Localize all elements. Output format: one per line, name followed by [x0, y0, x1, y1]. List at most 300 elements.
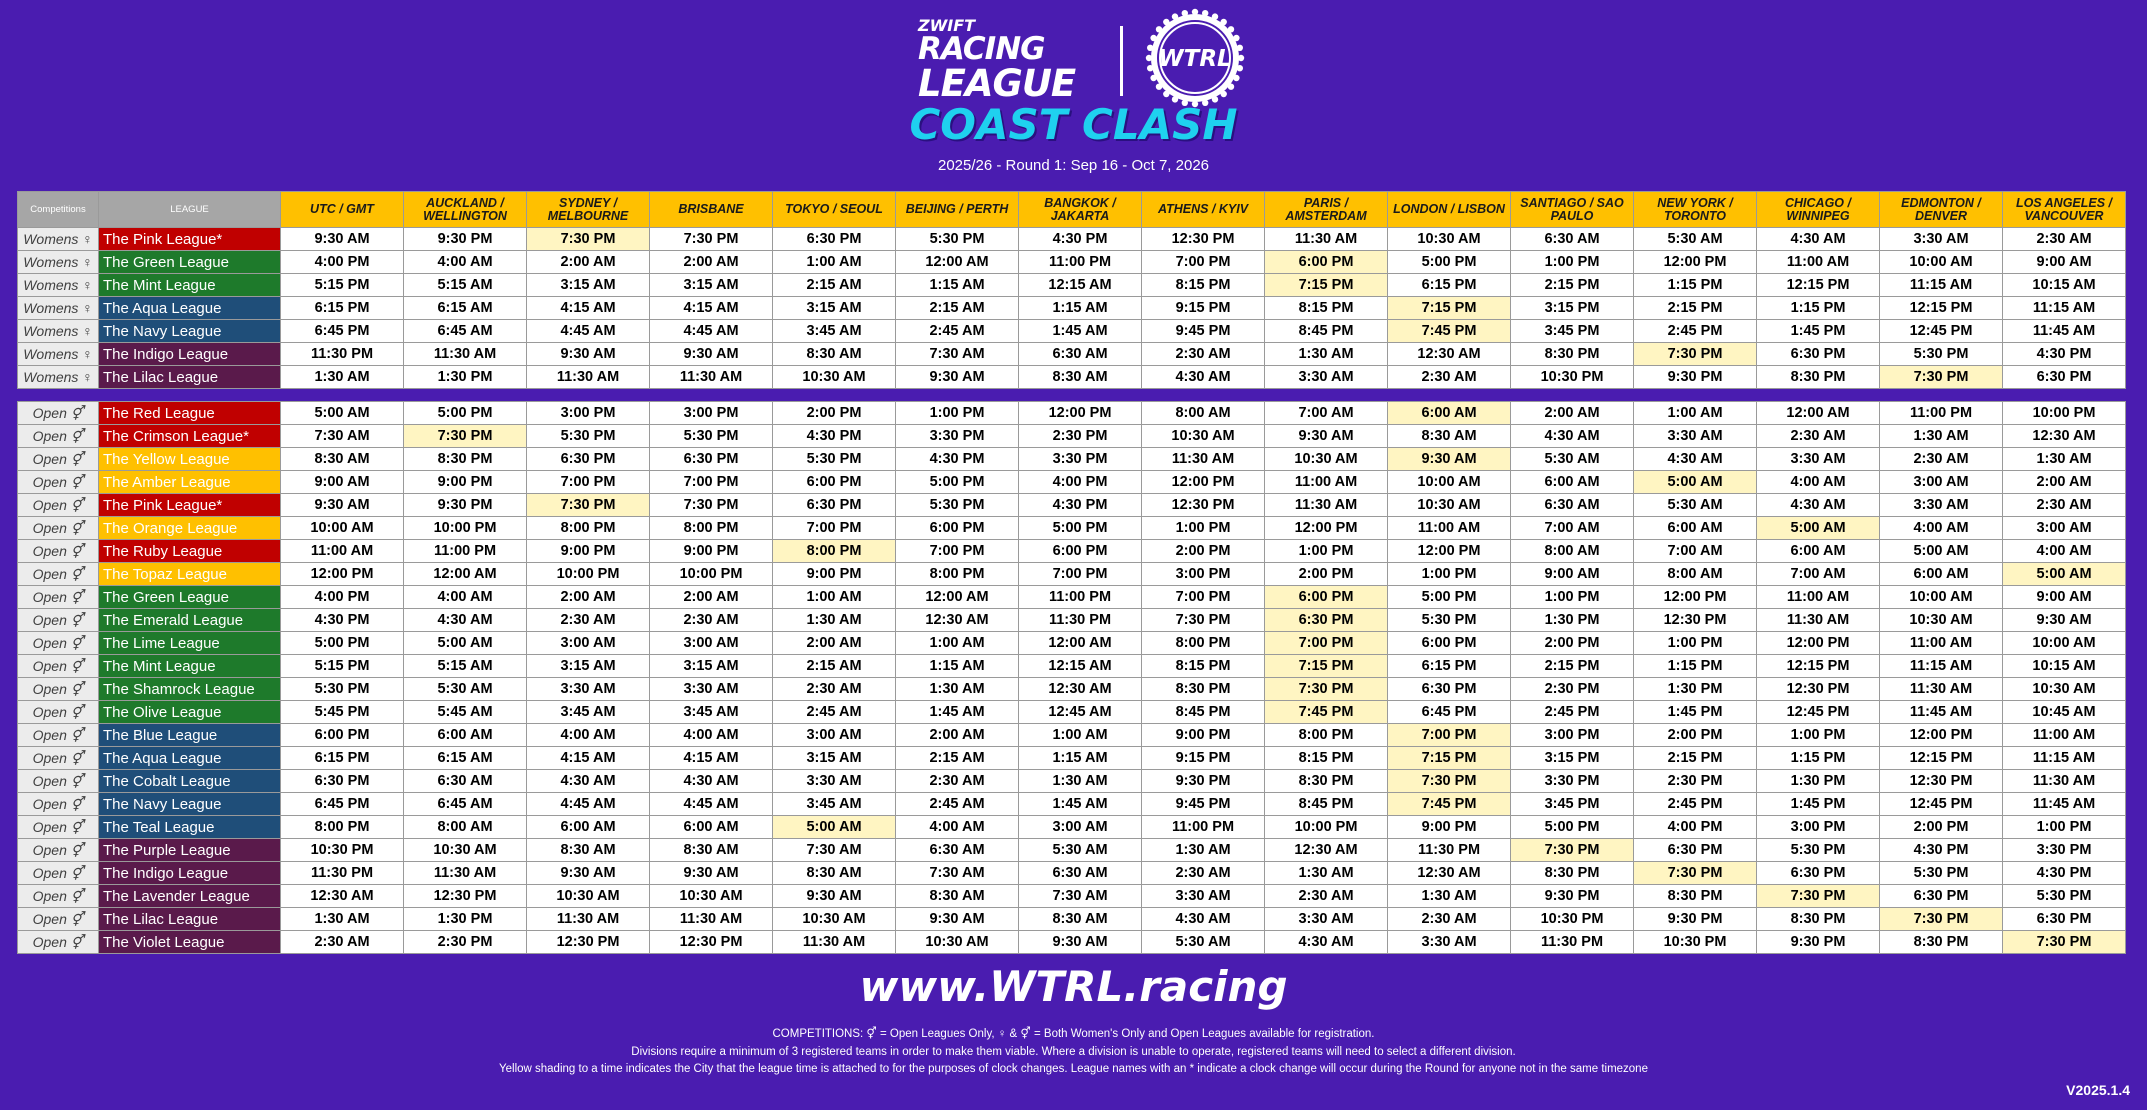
- time-cell: 3:15 AM: [773, 297, 896, 320]
- time-cell: 6:00 PM: [281, 724, 404, 747]
- header-city: NEW YORK / TORONTO: [1634, 192, 1757, 228]
- header-city: CHICAGO / WINNIPEG: [1757, 192, 1880, 228]
- time-cell: 9:30 AM: [2003, 609, 2126, 632]
- time-cell: 6:45 PM: [1388, 701, 1511, 724]
- header-city: LOS ANGELES / VANCOUVER: [2003, 192, 2126, 228]
- time-cell: 6:00 AM: [1634, 517, 1757, 540]
- header-city: BEIJING / PERTH: [896, 192, 1019, 228]
- header-league: LEAGUE: [99, 192, 281, 228]
- time-cell: 8:00 AM: [1634, 563, 1757, 586]
- time-cell: 1:15 AM: [896, 655, 1019, 678]
- time-cell: 6:15 PM: [281, 747, 404, 770]
- league-name-cell: The Navy League: [99, 793, 281, 816]
- time-cell: 10:30 AM: [527, 885, 650, 908]
- time-cell: 5:45 PM: [281, 701, 404, 724]
- header-city: BRISBANE: [650, 192, 773, 228]
- time-cell: 6:30 PM: [527, 448, 650, 471]
- time-cell: 4:15 AM: [650, 747, 773, 770]
- time-cell: 4:00 AM: [404, 586, 527, 609]
- time-cell: 8:30 AM: [1019, 908, 1142, 931]
- time-cell: 4:30 AM: [1142, 366, 1265, 389]
- league-name-cell: The Lilac League: [99, 366, 281, 389]
- time-cell: 7:45 PM: [1388, 320, 1511, 343]
- competition-cell: Open ⚥: [18, 471, 99, 494]
- time-cell: 3:45 AM: [650, 701, 773, 724]
- schedule-table-womens: [17, 191, 2126, 389]
- time-cell: 4:30 AM: [1511, 425, 1634, 448]
- time-cell: 3:30 AM: [1757, 448, 1880, 471]
- league-name-cell: The Mint League: [99, 655, 281, 678]
- time-cell: 3:30 AM: [1142, 885, 1265, 908]
- time-cell: 3:15 PM: [1511, 297, 1634, 320]
- competition-cell: Open ⚥: [18, 425, 99, 448]
- time-cell: 5:30 PM: [1880, 862, 2003, 885]
- time-cell: 6:30 AM: [896, 839, 1019, 862]
- logo-divider: [1120, 26, 1123, 96]
- time-cell: 8:45 PM: [1265, 320, 1388, 343]
- time-cell: 6:15 PM: [1388, 274, 1511, 297]
- time-cell: 10:30 AM: [1388, 494, 1511, 517]
- time-cell: 2:00 AM: [1511, 402, 1634, 425]
- league-name-cell: The Crimson League*: [99, 425, 281, 448]
- time-cell: 1:00 PM: [2003, 816, 2126, 839]
- competition-cell: Open ⚥: [18, 678, 99, 701]
- time-cell: 9:30 AM: [1265, 425, 1388, 448]
- time-cell: 7:30 PM: [1634, 343, 1757, 366]
- time-cell: 4:00 AM: [650, 724, 773, 747]
- time-cell: 7:00 PM: [773, 517, 896, 540]
- time-cell: 12:00 PM: [1880, 724, 2003, 747]
- time-cell: 8:30 AM: [773, 343, 896, 366]
- time-cell: 7:00 AM: [1634, 540, 1757, 563]
- time-cell: 6:00 AM: [1511, 471, 1634, 494]
- time-cell: 11:30 AM: [1142, 448, 1265, 471]
- time-cell: 10:30 AM: [1388, 228, 1511, 251]
- competition-cell: Open ⚥: [18, 632, 99, 655]
- time-cell: 2:00 PM: [1265, 563, 1388, 586]
- version-label: V2025.1.4: [2066, 1082, 2130, 1098]
- time-cell: 2:30 AM: [650, 609, 773, 632]
- time-cell: 4:00 AM: [2003, 540, 2126, 563]
- time-cell: 4:30 PM: [1019, 494, 1142, 517]
- time-cell: 1:45 PM: [1634, 701, 1757, 724]
- time-cell: 7:00 AM: [1265, 402, 1388, 425]
- time-cell: 8:45 PM: [1142, 701, 1265, 724]
- table-row: [18, 471, 2126, 494]
- time-cell: 5:00 AM: [1634, 471, 1757, 494]
- website-url[interactable]: www.WTRL.racing: [859, 962, 1288, 1011]
- time-cell: 12:00 AM: [896, 251, 1019, 274]
- time-cell: 12:15 AM: [1019, 274, 1142, 297]
- time-cell: 11:00 PM: [1142, 816, 1265, 839]
- table-row: [18, 586, 2126, 609]
- time-cell: 5:30 PM: [527, 425, 650, 448]
- time-cell: 7:00 PM: [1265, 632, 1388, 655]
- time-cell: 1:00 PM: [896, 402, 1019, 425]
- time-cell: 3:15 AM: [650, 655, 773, 678]
- time-cell: 3:30 AM: [650, 678, 773, 701]
- time-cell: 1:30 AM: [896, 678, 1019, 701]
- time-cell: 4:30 PM: [281, 609, 404, 632]
- time-cell: 9:30 AM: [1388, 448, 1511, 471]
- time-cell: 4:45 AM: [527, 793, 650, 816]
- time-cell: 8:30 AM: [527, 839, 650, 862]
- header-city: UTC / GMT: [281, 192, 404, 228]
- competition-cell: Open ⚥: [18, 494, 99, 517]
- competition-cell: Open ⚥: [18, 931, 99, 954]
- league-name-cell: The Orange League: [99, 517, 281, 540]
- time-cell: 2:00 AM: [773, 632, 896, 655]
- time-cell: 4:15 AM: [650, 297, 773, 320]
- time-cell: 6:45 PM: [281, 793, 404, 816]
- time-cell: 3:30 AM: [1880, 494, 2003, 517]
- time-cell: 10:30 AM: [1265, 448, 1388, 471]
- time-cell: 7:45 PM: [1388, 793, 1511, 816]
- time-cell: 10:00 PM: [650, 563, 773, 586]
- time-cell: 11:00 PM: [404, 540, 527, 563]
- time-cell: 5:00 AM: [1757, 517, 1880, 540]
- time-cell: 5:00 AM: [1880, 540, 2003, 563]
- time-cell: 3:15 AM: [527, 274, 650, 297]
- table-row: [18, 251, 2126, 274]
- time-cell: 7:00 AM: [1511, 517, 1634, 540]
- time-cell: 6:30 PM: [2003, 366, 2126, 389]
- competition-cell: Open ⚥: [18, 448, 99, 471]
- time-cell: 1:45 AM: [1019, 793, 1142, 816]
- time-cell: 9:00 PM: [527, 540, 650, 563]
- time-cell: 12:15 PM: [1757, 655, 1880, 678]
- time-cell: 2:45 PM: [1634, 320, 1757, 343]
- time-cell: 12:00 PM: [1634, 251, 1757, 274]
- time-cell: 12:00 PM: [281, 563, 404, 586]
- time-cell: 12:15 AM: [1019, 655, 1142, 678]
- time-cell: 4:30 PM: [1880, 839, 2003, 862]
- league-name-cell: The Shamrock League: [99, 678, 281, 701]
- time-cell: 11:45 AM: [2003, 320, 2126, 343]
- time-cell: 2:45 PM: [1511, 701, 1634, 724]
- table-row: [18, 839, 2126, 862]
- time-cell: 12:30 PM: [1757, 678, 1880, 701]
- time-cell: 3:45 AM: [527, 701, 650, 724]
- time-cell: 3:15 AM: [527, 655, 650, 678]
- time-cell: 2:30 PM: [1634, 770, 1757, 793]
- time-cell: 8:00 AM: [1511, 540, 1634, 563]
- time-cell: 7:15 PM: [1388, 297, 1511, 320]
- league-name-cell: The Yellow League: [99, 448, 281, 471]
- time-cell: 12:30 PM: [1880, 770, 2003, 793]
- table-row: [18, 609, 2126, 632]
- time-cell: 4:00 AM: [896, 816, 1019, 839]
- table-row: [18, 343, 2126, 366]
- time-cell: 7:00 AM: [1757, 563, 1880, 586]
- time-cell: 7:30 PM: [650, 228, 773, 251]
- table-row: [18, 770, 2126, 793]
- zwift-racing-league-logo: [918, 16, 1128, 105]
- competition-cell: Open ⚥: [18, 540, 99, 563]
- time-cell: 4:30 PM: [1019, 228, 1142, 251]
- table-row: [18, 366, 2126, 389]
- time-cell: 2:15 AM: [896, 297, 1019, 320]
- table-row: [18, 297, 2126, 320]
- time-cell: 10:00 AM: [2003, 632, 2126, 655]
- time-cell: 11:00 PM: [1019, 251, 1142, 274]
- time-cell: 3:30 AM: [1265, 908, 1388, 931]
- league-name-cell: The Lilac League: [99, 908, 281, 931]
- time-cell: 5:00 PM: [281, 632, 404, 655]
- time-cell: 2:30 AM: [1142, 862, 1265, 885]
- time-cell: 1:30 PM: [1511, 609, 1634, 632]
- competition-cell: Open ⚥: [18, 862, 99, 885]
- table-row: [18, 908, 2126, 931]
- time-cell: 3:00 PM: [527, 402, 650, 425]
- time-cell: 2:00 PM: [1511, 632, 1634, 655]
- time-cell: 2:00 AM: [650, 586, 773, 609]
- time-cell: 2:45 AM: [773, 701, 896, 724]
- time-cell: 3:00 AM: [1880, 471, 2003, 494]
- time-cell: 11:30 AM: [650, 366, 773, 389]
- league-name-cell: The Green League: [99, 586, 281, 609]
- time-cell: 6:30 AM: [1019, 343, 1142, 366]
- time-cell: 7:30 PM: [1142, 609, 1265, 632]
- league-name-cell: The Topaz League: [99, 563, 281, 586]
- time-cell: 9:30 AM: [1019, 931, 1142, 954]
- time-cell: 9:45 PM: [1142, 320, 1265, 343]
- time-cell: 4:30 PM: [896, 448, 1019, 471]
- competition-cell: Open ⚥: [18, 770, 99, 793]
- time-cell: 6:00 AM: [1880, 563, 2003, 586]
- time-cell: 2:30 PM: [404, 931, 527, 954]
- time-cell: 2:30 AM: [773, 678, 896, 701]
- time-cell: 9:45 PM: [1142, 793, 1265, 816]
- time-cell: 2:30 AM: [1880, 448, 2003, 471]
- footer-notes: [300, 1026, 1847, 1079]
- time-cell: 1:30 AM: [1880, 425, 2003, 448]
- time-cell: 9:30 AM: [896, 908, 1019, 931]
- time-cell: 12:00 PM: [1265, 517, 1388, 540]
- time-cell: 4:30 AM: [404, 609, 527, 632]
- wtrl-badge-logo: [1140, 8, 1250, 108]
- time-cell: 7:00 PM: [1142, 251, 1265, 274]
- time-cell: 5:30 PM: [773, 448, 896, 471]
- header-city: BANGKOK / JAKARTA: [1019, 192, 1142, 228]
- league-name-cell: The Violet League: [99, 931, 281, 954]
- header-competitions: Competitions: [18, 192, 99, 228]
- time-cell: 4:00 AM: [1757, 471, 1880, 494]
- time-cell: 1:00 AM: [896, 632, 1019, 655]
- time-cell: 12:30 AM: [1388, 343, 1511, 366]
- header-city: LONDON / LISBON: [1388, 192, 1511, 228]
- league-name-cell: The Olive League: [99, 701, 281, 724]
- competition-cell: Womens ♀: [18, 366, 99, 389]
- time-cell: 5:00 PM: [404, 402, 527, 425]
- time-cell: 12:30 PM: [1142, 494, 1265, 517]
- time-cell: 1:30 AM: [281, 908, 404, 931]
- time-cell: 10:00 PM: [527, 563, 650, 586]
- time-cell: 12:00 PM: [1019, 402, 1142, 425]
- time-cell: 2:00 PM: [1142, 540, 1265, 563]
- time-cell: 10:30 AM: [650, 885, 773, 908]
- time-cell: 3:30 AM: [527, 678, 650, 701]
- time-cell: 4:30 AM: [1142, 908, 1265, 931]
- time-cell: 1:30 AM: [2003, 448, 2126, 471]
- time-cell: 2:15 AM: [896, 747, 1019, 770]
- time-cell: 3:30 AM: [1880, 228, 2003, 251]
- time-cell: 1:45 PM: [1757, 320, 1880, 343]
- time-cell: 1:15 PM: [1634, 274, 1757, 297]
- time-cell: 5:30 PM: [2003, 885, 2126, 908]
- time-cell: 2:00 AM: [896, 724, 1019, 747]
- time-cell: 8:30 AM: [896, 885, 1019, 908]
- time-cell: 6:00 PM: [773, 471, 896, 494]
- time-cell: 11:30 AM: [1757, 609, 1880, 632]
- league-name-cell: The Green League: [99, 251, 281, 274]
- event-title: COAST CLASH: [909, 100, 1238, 149]
- time-cell: 1:00 PM: [1511, 251, 1634, 274]
- time-cell: 1:00 AM: [1634, 402, 1757, 425]
- time-cell: 6:00 PM: [1265, 251, 1388, 274]
- time-cell: 6:30 PM: [1265, 609, 1388, 632]
- time-cell: 7:00 PM: [1388, 724, 1511, 747]
- league-name-cell: The Pink League*: [99, 494, 281, 517]
- time-cell: 6:00 AM: [404, 724, 527, 747]
- time-cell: 12:30 AM: [281, 885, 404, 908]
- table-row: [18, 448, 2126, 471]
- time-cell: 10:30 PM: [281, 839, 404, 862]
- time-cell: 3:30 PM: [2003, 839, 2126, 862]
- time-cell: 2:30 AM: [527, 609, 650, 632]
- time-cell: 9:00 PM: [1142, 724, 1265, 747]
- table-row: [18, 862, 2126, 885]
- header-city: ATHENS / KYIV: [1142, 192, 1265, 228]
- league-name-cell: The Amber League: [99, 471, 281, 494]
- time-cell: 7:30 PM: [1757, 885, 1880, 908]
- time-cell: 3:45 PM: [1511, 320, 1634, 343]
- table-row: [18, 747, 2126, 770]
- time-cell: 11:30 PM: [1019, 609, 1142, 632]
- time-cell: 11:30 AM: [650, 908, 773, 931]
- time-cell: 5:30 PM: [896, 228, 1019, 251]
- time-cell: 4:00 AM: [404, 251, 527, 274]
- table-row: [18, 274, 2126, 297]
- time-cell: 10:30 AM: [1880, 609, 2003, 632]
- time-cell: 4:30 PM: [773, 425, 896, 448]
- time-cell: 2:45 PM: [1634, 793, 1757, 816]
- time-cell: 7:30 PM: [404, 425, 527, 448]
- time-cell: 12:15 PM: [1880, 747, 2003, 770]
- table-row: [18, 793, 2126, 816]
- time-cell: 11:00 AM: [1757, 586, 1880, 609]
- time-cell: 3:00 AM: [650, 632, 773, 655]
- time-cell: 4:30 AM: [1634, 448, 1757, 471]
- league-name-cell: The Lavender League: [99, 885, 281, 908]
- header-city: SYDNEY / MELBOURNE: [527, 192, 650, 228]
- time-cell: 3:30 AM: [1265, 366, 1388, 389]
- time-cell: 2:15 PM: [1511, 655, 1634, 678]
- time-cell: 12:30 AM: [1388, 862, 1511, 885]
- time-cell: 12:00 AM: [1757, 402, 1880, 425]
- time-cell: 2:00 AM: [650, 251, 773, 274]
- league-name-cell: The Red League: [99, 402, 281, 425]
- time-cell: 2:15 AM: [773, 274, 896, 297]
- time-cell: 3:30 PM: [896, 425, 1019, 448]
- time-cell: 6:30 PM: [1634, 839, 1757, 862]
- time-cell: 8:30 PM: [1511, 862, 1634, 885]
- time-cell: 1:00 PM: [1511, 586, 1634, 609]
- time-cell: 8:00 PM: [527, 517, 650, 540]
- time-cell: 11:00 PM: [1880, 402, 2003, 425]
- time-cell: 5:30 AM: [404, 678, 527, 701]
- competition-cell: Womens ♀: [18, 297, 99, 320]
- time-cell: 3:30 PM: [1511, 770, 1634, 793]
- time-cell: 7:15 PM: [1265, 655, 1388, 678]
- time-cell: 5:15 PM: [281, 655, 404, 678]
- time-cell: 1:30 AM: [773, 609, 896, 632]
- time-cell: 7:30 PM: [1880, 366, 2003, 389]
- time-cell: 10:00 PM: [2003, 402, 2126, 425]
- time-cell: 8:00 PM: [1142, 632, 1265, 655]
- time-cell: 9:30 AM: [281, 228, 404, 251]
- time-cell: 3:30 AM: [773, 770, 896, 793]
- competition-cell: Open ⚥: [18, 402, 99, 425]
- time-cell: 7:30 AM: [281, 425, 404, 448]
- logo-league-text: LEAGUE: [918, 62, 1076, 105]
- competition-cell: Open ⚥: [18, 724, 99, 747]
- time-cell: 11:30 AM: [1265, 228, 1388, 251]
- time-cell: 8:00 AM: [404, 816, 527, 839]
- time-cell: 10:30 AM: [773, 366, 896, 389]
- time-cell: 2:00 AM: [527, 251, 650, 274]
- time-cell: 8:30 PM: [1757, 908, 1880, 931]
- time-cell: 2:30 AM: [896, 770, 1019, 793]
- time-cell: 7:30 AM: [896, 343, 1019, 366]
- competition-cell: Open ⚥: [18, 747, 99, 770]
- schedule-table-open: [17, 401, 2126, 954]
- time-cell: 4:00 PM: [281, 586, 404, 609]
- time-cell: 1:00 PM: [1265, 540, 1388, 563]
- time-cell: 10:00 PM: [404, 517, 527, 540]
- time-cell: 6:30 PM: [281, 770, 404, 793]
- time-cell: 5:30 PM: [1388, 609, 1511, 632]
- time-cell: 1:30 AM: [1265, 343, 1388, 366]
- time-cell: 11:30 AM: [1880, 678, 2003, 701]
- time-cell: 11:15 AM: [2003, 747, 2126, 770]
- time-cell: 3:00 AM: [1019, 816, 1142, 839]
- time-cell: 7:00 PM: [650, 471, 773, 494]
- league-name-cell: The Purple League: [99, 839, 281, 862]
- time-cell: 7:30 PM: [1880, 908, 2003, 931]
- time-cell: 3:45 PM: [1511, 793, 1634, 816]
- time-cell: 11:15 AM: [1880, 274, 2003, 297]
- league-name-cell: The Aqua League: [99, 297, 281, 320]
- time-cell: 7:30 PM: [1634, 862, 1757, 885]
- competition-cell: Womens ♀: [18, 274, 99, 297]
- time-cell: 2:15 AM: [773, 655, 896, 678]
- time-cell: 6:30 PM: [773, 228, 896, 251]
- time-cell: 12:30 AM: [1265, 839, 1388, 862]
- time-cell: 1:15 AM: [896, 274, 1019, 297]
- time-cell: 3:00 AM: [2003, 517, 2126, 540]
- time-cell: 4:30 AM: [527, 770, 650, 793]
- time-cell: 8:15 PM: [1265, 297, 1388, 320]
- competition-cell: Open ⚥: [18, 517, 99, 540]
- time-cell: 5:00 PM: [1388, 251, 1511, 274]
- time-cell: 11:15 AM: [1880, 655, 2003, 678]
- time-cell: 7:15 PM: [1265, 274, 1388, 297]
- time-cell: 1:00 PM: [1757, 724, 1880, 747]
- time-cell: 5:30 AM: [1019, 839, 1142, 862]
- time-cell: 8:30 PM: [1142, 678, 1265, 701]
- time-cell: 2:45 AM: [896, 320, 1019, 343]
